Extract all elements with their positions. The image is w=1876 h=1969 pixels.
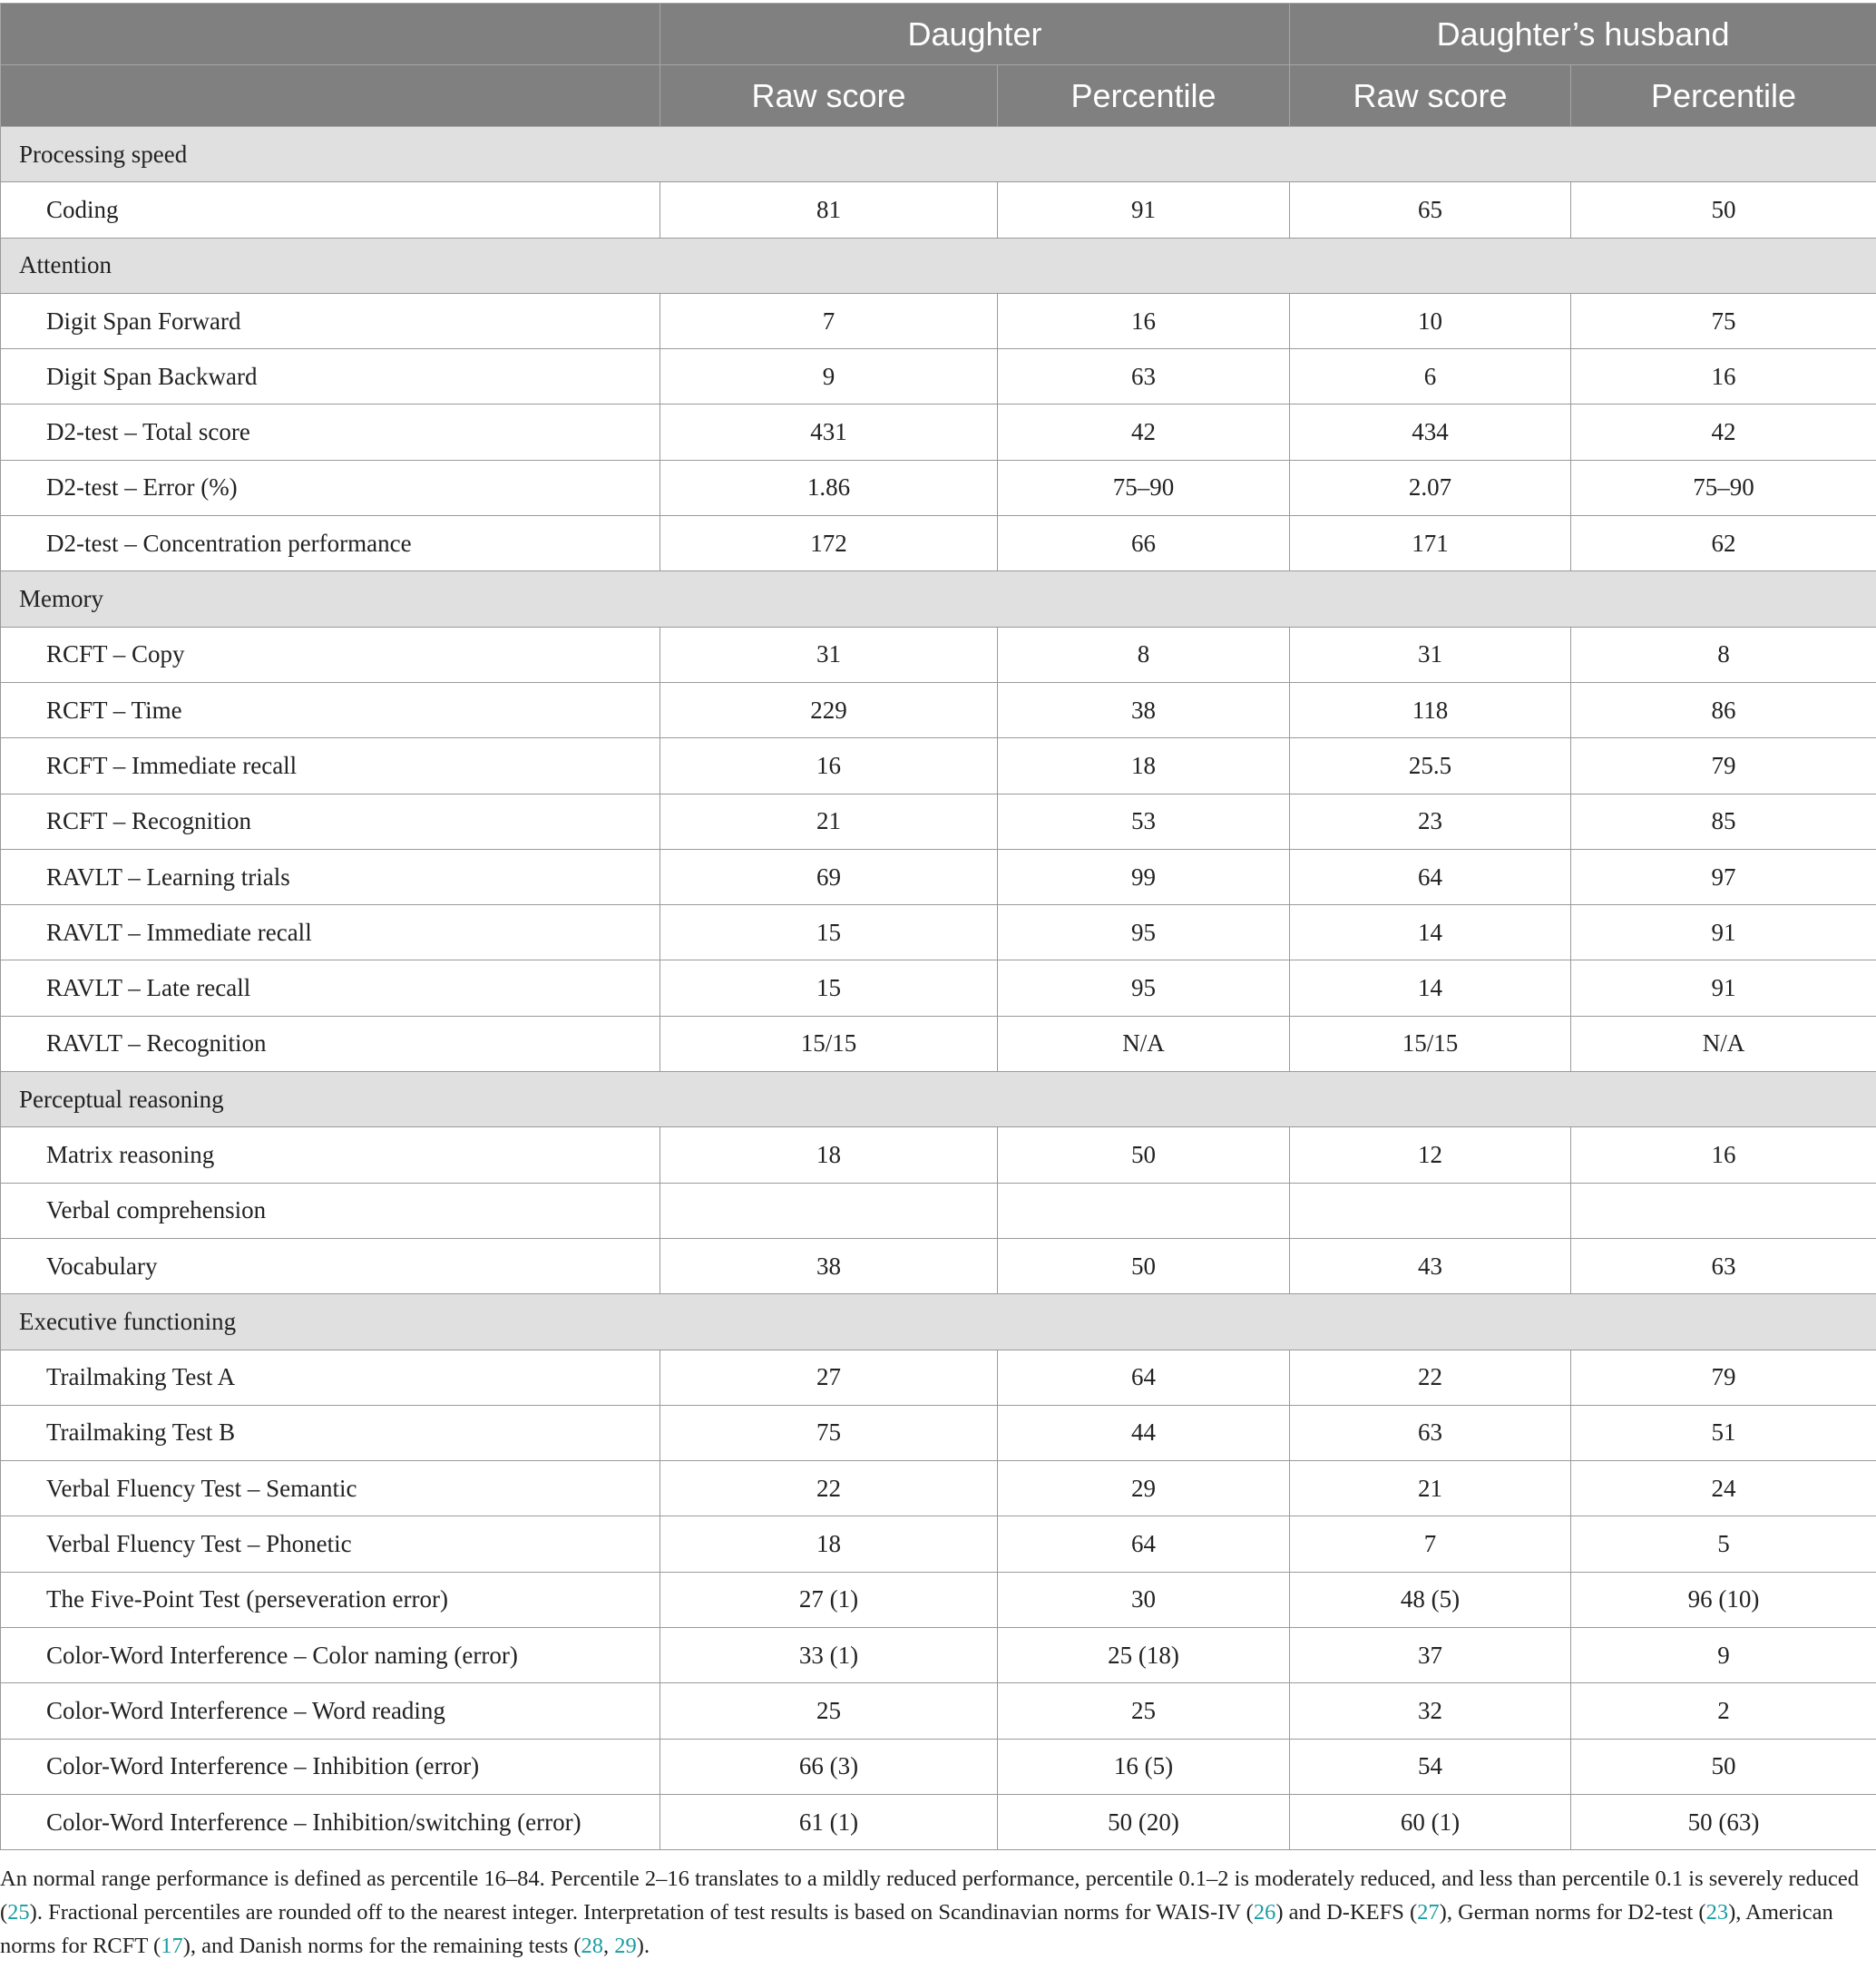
table-row: [1, 1739, 1876, 1794]
husband-percentile-cell: 16: [1571, 1127, 1876, 1183]
daughter-percentile-cell: 8: [998, 627, 1290, 682]
table-row: [1, 682, 1876, 737]
footnote-text: ) and D-KEFS (: [1275, 1900, 1418, 1925]
section-row: [1, 1072, 1876, 1127]
test-name-cell: Vocabulary: [1, 1238, 660, 1293]
section-title: Attention: [1, 238, 1876, 293]
husband-raw-score-cell: 60 (1): [1290, 1794, 1571, 1849]
test-name-cell: RCFT – Time: [1, 682, 660, 737]
daughter-raw-score-cell: 27: [660, 1350, 998, 1405]
test-name-cell: RAVLT – Late recall: [1, 960, 660, 1016]
husband-percentile-cell: 97: [1571, 849, 1876, 904]
header-daughter-percentile: Percentile: [998, 65, 1290, 127]
daughter-percentile-cell: 95: [998, 905, 1290, 960]
daughter-percentile-cell: 29: [998, 1461, 1290, 1516]
table-row: [1, 516, 1876, 571]
table-row: [1, 1683, 1876, 1739]
husband-percentile-cell: 51: [1571, 1405, 1876, 1460]
daughter-raw-score-cell: [660, 1183, 998, 1238]
daughter-raw-score-cell: 7: [660, 293, 998, 348]
daughter-raw-score-cell: 38: [660, 1238, 998, 1293]
husband-raw-score-cell: 12: [1290, 1127, 1571, 1183]
husband-raw-score-cell: 2.07: [1290, 460, 1571, 515]
husband-raw-score-cell: 43: [1290, 1238, 1571, 1293]
husband-raw-score-cell: 7: [1290, 1516, 1571, 1572]
husband-raw-score-cell: 31: [1290, 627, 1571, 682]
table-footnote: [0, 1862, 1869, 1963]
header-subcolumn-row: [1, 65, 1876, 127]
footnote-text: ), American norms for RCFT (: [0, 1900, 1833, 1958]
table-row: [1, 405, 1876, 460]
table-row: [1, 1516, 1876, 1572]
husband-percentile-cell: 79: [1571, 738, 1876, 794]
husband-raw-score-cell: 63: [1290, 1405, 1571, 1460]
daughter-percentile-cell: 99: [998, 849, 1290, 904]
footnote-text: ).: [636, 1934, 650, 1958]
husband-percentile-cell: 8: [1571, 627, 1876, 682]
daughter-percentile-cell: 25: [998, 1683, 1290, 1739]
husband-raw-score-cell: 434: [1290, 405, 1571, 460]
daughter-percentile-cell: [998, 1183, 1290, 1238]
daughter-percentile-cell: 30: [998, 1572, 1290, 1627]
husband-percentile-cell: 50: [1571, 1739, 1876, 1794]
daughter-raw-score-cell: 27 (1): [660, 1572, 998, 1627]
husband-percentile-cell: 24: [1571, 1461, 1876, 1516]
daughter-percentile-cell: 75–90: [998, 460, 1290, 515]
husband-raw-score-cell: 14: [1290, 905, 1571, 960]
test-name-cell: RCFT – Recognition: [1, 794, 660, 849]
daughter-raw-score-cell: 9: [660, 349, 998, 405]
section-row: [1, 571, 1876, 627]
husband-percentile-cell: N/A: [1571, 1016, 1876, 1071]
footnote-text: ). Fractional percentiles are rounded off to the nearest integer. Interpretation of test results is based on Scandinavian norms for WAIS-IV (: [29, 1900, 1254, 1925]
daughter-percentile-cell: 91: [998, 182, 1290, 238]
footnote-reference-link[interactable]: 17: [161, 1934, 183, 1958]
husband-raw-score-cell: 32: [1290, 1683, 1571, 1739]
husband-raw-score-cell: [1290, 1183, 1571, 1238]
daughter-raw-score-cell: 1.86: [660, 460, 998, 515]
daughter-raw-score-cell: 33 (1): [660, 1628, 998, 1683]
footnote-text: ), and Danish norms for the remaining tests (: [182, 1934, 581, 1958]
header-group-daughters-husband: Daughter’s husband: [1290, 4, 1876, 65]
daughter-raw-score-cell: 15: [660, 960, 998, 1016]
test-name-cell: Color-Word Interference – Inhibition (error): [1, 1739, 660, 1794]
husband-raw-score-cell: 25.5: [1290, 738, 1571, 794]
daughter-raw-score-cell: 431: [660, 405, 998, 460]
husband-raw-score-cell: 6: [1290, 349, 1571, 405]
header-husband-raw-score: Raw score: [1290, 65, 1571, 127]
daughter-percentile-cell: 64: [998, 1350, 1290, 1405]
daughter-raw-score-cell: 18: [660, 1127, 998, 1183]
table-row: [1, 1127, 1876, 1183]
table-row: [1, 1183, 1876, 1238]
husband-raw-score-cell: 37: [1290, 1628, 1571, 1683]
daughter-raw-score-cell: 31: [660, 627, 998, 682]
footnote-text: ,: [603, 1934, 615, 1958]
test-name-cell: Matrix reasoning: [1, 1127, 660, 1183]
husband-percentile-cell: 96 (10): [1571, 1572, 1876, 1627]
daughter-percentile-cell: 16: [998, 293, 1290, 348]
daughter-percentile-cell: 66: [998, 516, 1290, 571]
husband-raw-score-cell: 14: [1290, 960, 1571, 1016]
table-row: [1, 738, 1876, 794]
header-empty-cell: [1, 4, 660, 65]
table-row: [1, 1350, 1876, 1405]
daughter-raw-score-cell: 25: [660, 1683, 998, 1739]
daughter-percentile-cell: 50: [998, 1127, 1290, 1183]
daughter-percentile-cell: 42: [998, 405, 1290, 460]
husband-percentile-cell: 63: [1571, 1238, 1876, 1293]
footnote-text: An normal range performance is defined as percentile 16–84. Percentile 2–16 translates to a mildly reduced performance, percentile 0.1–2 is moderately reduced, and less than percentile 0.1 is severely reduced (: [0, 1867, 1860, 1925]
table-row: [1, 460, 1876, 515]
husband-percentile-cell: 9: [1571, 1628, 1876, 1683]
table-row: [1, 1016, 1876, 1071]
table-row: [1, 1628, 1876, 1683]
header-group-row: [1, 4, 1876, 65]
table-row: [1, 1461, 1876, 1516]
header-empty-cell: [1, 65, 660, 127]
test-name-cell: Digit Span Backward: [1, 349, 660, 405]
test-name-cell: RAVLT – Immediate recall: [1, 905, 660, 960]
section-row: [1, 238, 1876, 293]
daughter-raw-score-cell: 229: [660, 682, 998, 737]
section-title: Executive functioning: [1, 1294, 1876, 1350]
daughter-percentile-cell: 53: [998, 794, 1290, 849]
test-name-cell: RCFT – Immediate recall: [1, 738, 660, 794]
table-row: [1, 1794, 1876, 1849]
husband-percentile-cell: 50: [1571, 182, 1876, 238]
table-row: [1, 1572, 1876, 1627]
husband-percentile-cell: 91: [1571, 905, 1876, 960]
test-name-cell: Verbal Fluency Test – Semantic: [1, 1461, 660, 1516]
footnote-reference-link[interactable]: 28: [581, 1934, 604, 1958]
header-group-daughter: Daughter: [660, 4, 1290, 65]
footnote-reference-link[interactable]: 27: [1417, 1900, 1440, 1925]
test-name-cell: D2-test – Error (%): [1, 460, 660, 515]
test-name-cell: D2-test – Total score: [1, 405, 660, 460]
husband-percentile-cell: 2: [1571, 1683, 1876, 1739]
footnote-reference-link[interactable]: 26: [1253, 1900, 1276, 1925]
husband-raw-score-cell: 23: [1290, 794, 1571, 849]
daughter-percentile-cell: 50 (20): [998, 1794, 1290, 1849]
table-row: [1, 349, 1876, 405]
test-name-cell: RAVLT – Learning trials: [1, 849, 660, 904]
daughter-percentile-cell: 25 (18): [998, 1628, 1290, 1683]
daughter-percentile-cell: 95: [998, 960, 1290, 1016]
table-row: [1, 849, 1876, 904]
daughter-percentile-cell: N/A: [998, 1016, 1290, 1071]
husband-raw-score-cell: 54: [1290, 1739, 1571, 1794]
husband-percentile-cell: 75–90: [1571, 460, 1876, 515]
husband-raw-score-cell: 118: [1290, 682, 1571, 737]
daughter-percentile-cell: 50: [998, 1238, 1290, 1293]
test-name-cell: D2-test – Concentration performance: [1, 516, 660, 571]
husband-percentile-cell: 5: [1571, 1516, 1876, 1572]
daughter-raw-score-cell: 69: [660, 849, 998, 904]
daughter-percentile-cell: 64: [998, 1516, 1290, 1572]
daughter-percentile-cell: 63: [998, 349, 1290, 405]
test-name-cell: Verbal comprehension: [1, 1183, 660, 1238]
test-name-cell: Trailmaking Test B: [1, 1405, 660, 1460]
table-row: [1, 960, 1876, 1016]
section-title: Memory: [1, 571, 1876, 627]
daughter-raw-score-cell: 22: [660, 1461, 998, 1516]
daughter-percentile-cell: 38: [998, 682, 1290, 737]
daughter-raw-score-cell: 75: [660, 1405, 998, 1460]
section-title: Processing speed: [1, 127, 1876, 182]
husband-raw-score-cell: 65: [1290, 182, 1571, 238]
table-header: [1, 4, 1876, 127]
daughter-percentile-cell: 44: [998, 1405, 1290, 1460]
test-name-cell: Color-Word Interference – Color naming (error): [1, 1628, 660, 1683]
daughter-raw-score-cell: 16: [660, 738, 998, 794]
husband-percentile-cell: 50 (63): [1571, 1794, 1876, 1849]
test-name-cell: Color-Word Interference – Inhibition/switching (error): [1, 1794, 660, 1849]
husband-raw-score-cell: 15/15: [1290, 1016, 1571, 1071]
table-row: [1, 182, 1876, 238]
table-row: [1, 905, 1876, 960]
header-daughter-raw-score: Raw score: [660, 65, 998, 127]
table-body: [1, 127, 1876, 1850]
table-row: [1, 627, 1876, 682]
daughter-raw-score-cell: 81: [660, 182, 998, 238]
daughter-raw-score-cell: 61 (1): [660, 1794, 998, 1849]
footnote-reference-link[interactable]: 25: [7, 1900, 30, 1925]
husband-raw-score-cell: 10: [1290, 293, 1571, 348]
husband-raw-score-cell: 64: [1290, 849, 1571, 904]
husband-percentile-cell: 16: [1571, 349, 1876, 405]
test-name-cell: RCFT – Copy: [1, 627, 660, 682]
header-husband-percentile: Percentile: [1571, 65, 1876, 127]
test-name-cell: RAVLT – Recognition: [1, 1016, 660, 1071]
footnote-text: ), German norms for D2-test (: [1439, 1900, 1706, 1925]
table-row: [1, 1238, 1876, 1293]
daughter-raw-score-cell: 18: [660, 1516, 998, 1572]
husband-percentile-cell: 91: [1571, 960, 1876, 1016]
test-name-cell: Coding: [1, 182, 660, 238]
footnote-reference-link[interactable]: 29: [614, 1934, 637, 1958]
husband-raw-score-cell: 48 (5): [1290, 1572, 1571, 1627]
table-row: [1, 293, 1876, 348]
test-name-cell: Trailmaking Test A: [1, 1350, 660, 1405]
husband-raw-score-cell: 171: [1290, 516, 1571, 571]
husband-percentile-cell: 42: [1571, 405, 1876, 460]
husband-percentile-cell: 79: [1571, 1350, 1876, 1405]
daughter-raw-score-cell: 21: [660, 794, 998, 849]
daughter-raw-score-cell: 66 (3): [660, 1739, 998, 1794]
daughter-percentile-cell: 18: [998, 738, 1290, 794]
husband-raw-score-cell: 21: [1290, 1461, 1571, 1516]
husband-percentile-cell: 62: [1571, 516, 1876, 571]
husband-raw-score-cell: 22: [1290, 1350, 1571, 1405]
daughter-raw-score-cell: 15: [660, 905, 998, 960]
table-row: [1, 1405, 1876, 1460]
test-name-cell: Digit Span Forward: [1, 293, 660, 348]
husband-percentile-cell: 86: [1571, 682, 1876, 737]
daughter-raw-score-cell: 15/15: [660, 1016, 998, 1071]
daughter-raw-score-cell: 172: [660, 516, 998, 571]
table-row: [1, 794, 1876, 849]
test-name-cell: Color-Word Interference – Word reading: [1, 1683, 660, 1739]
husband-percentile-cell: [1571, 1183, 1876, 1238]
section-title: Perceptual reasoning: [1, 1072, 1876, 1127]
test-name-cell: The Five-Point Test (perseveration error): [1, 1572, 660, 1627]
neuropsych-results-table: [0, 3, 1876, 1850]
husband-percentile-cell: 85: [1571, 794, 1876, 849]
footnote-reference-link[interactable]: 23: [1705, 1900, 1729, 1925]
husband-percentile-cell: 75: [1571, 293, 1876, 348]
section-row: [1, 1294, 1876, 1350]
test-name-cell: Verbal Fluency Test – Phonetic: [1, 1516, 660, 1572]
daughter-percentile-cell: 16 (5): [998, 1739, 1290, 1794]
section-row: [1, 127, 1876, 182]
results-table-container: [0, 3, 1876, 1850]
